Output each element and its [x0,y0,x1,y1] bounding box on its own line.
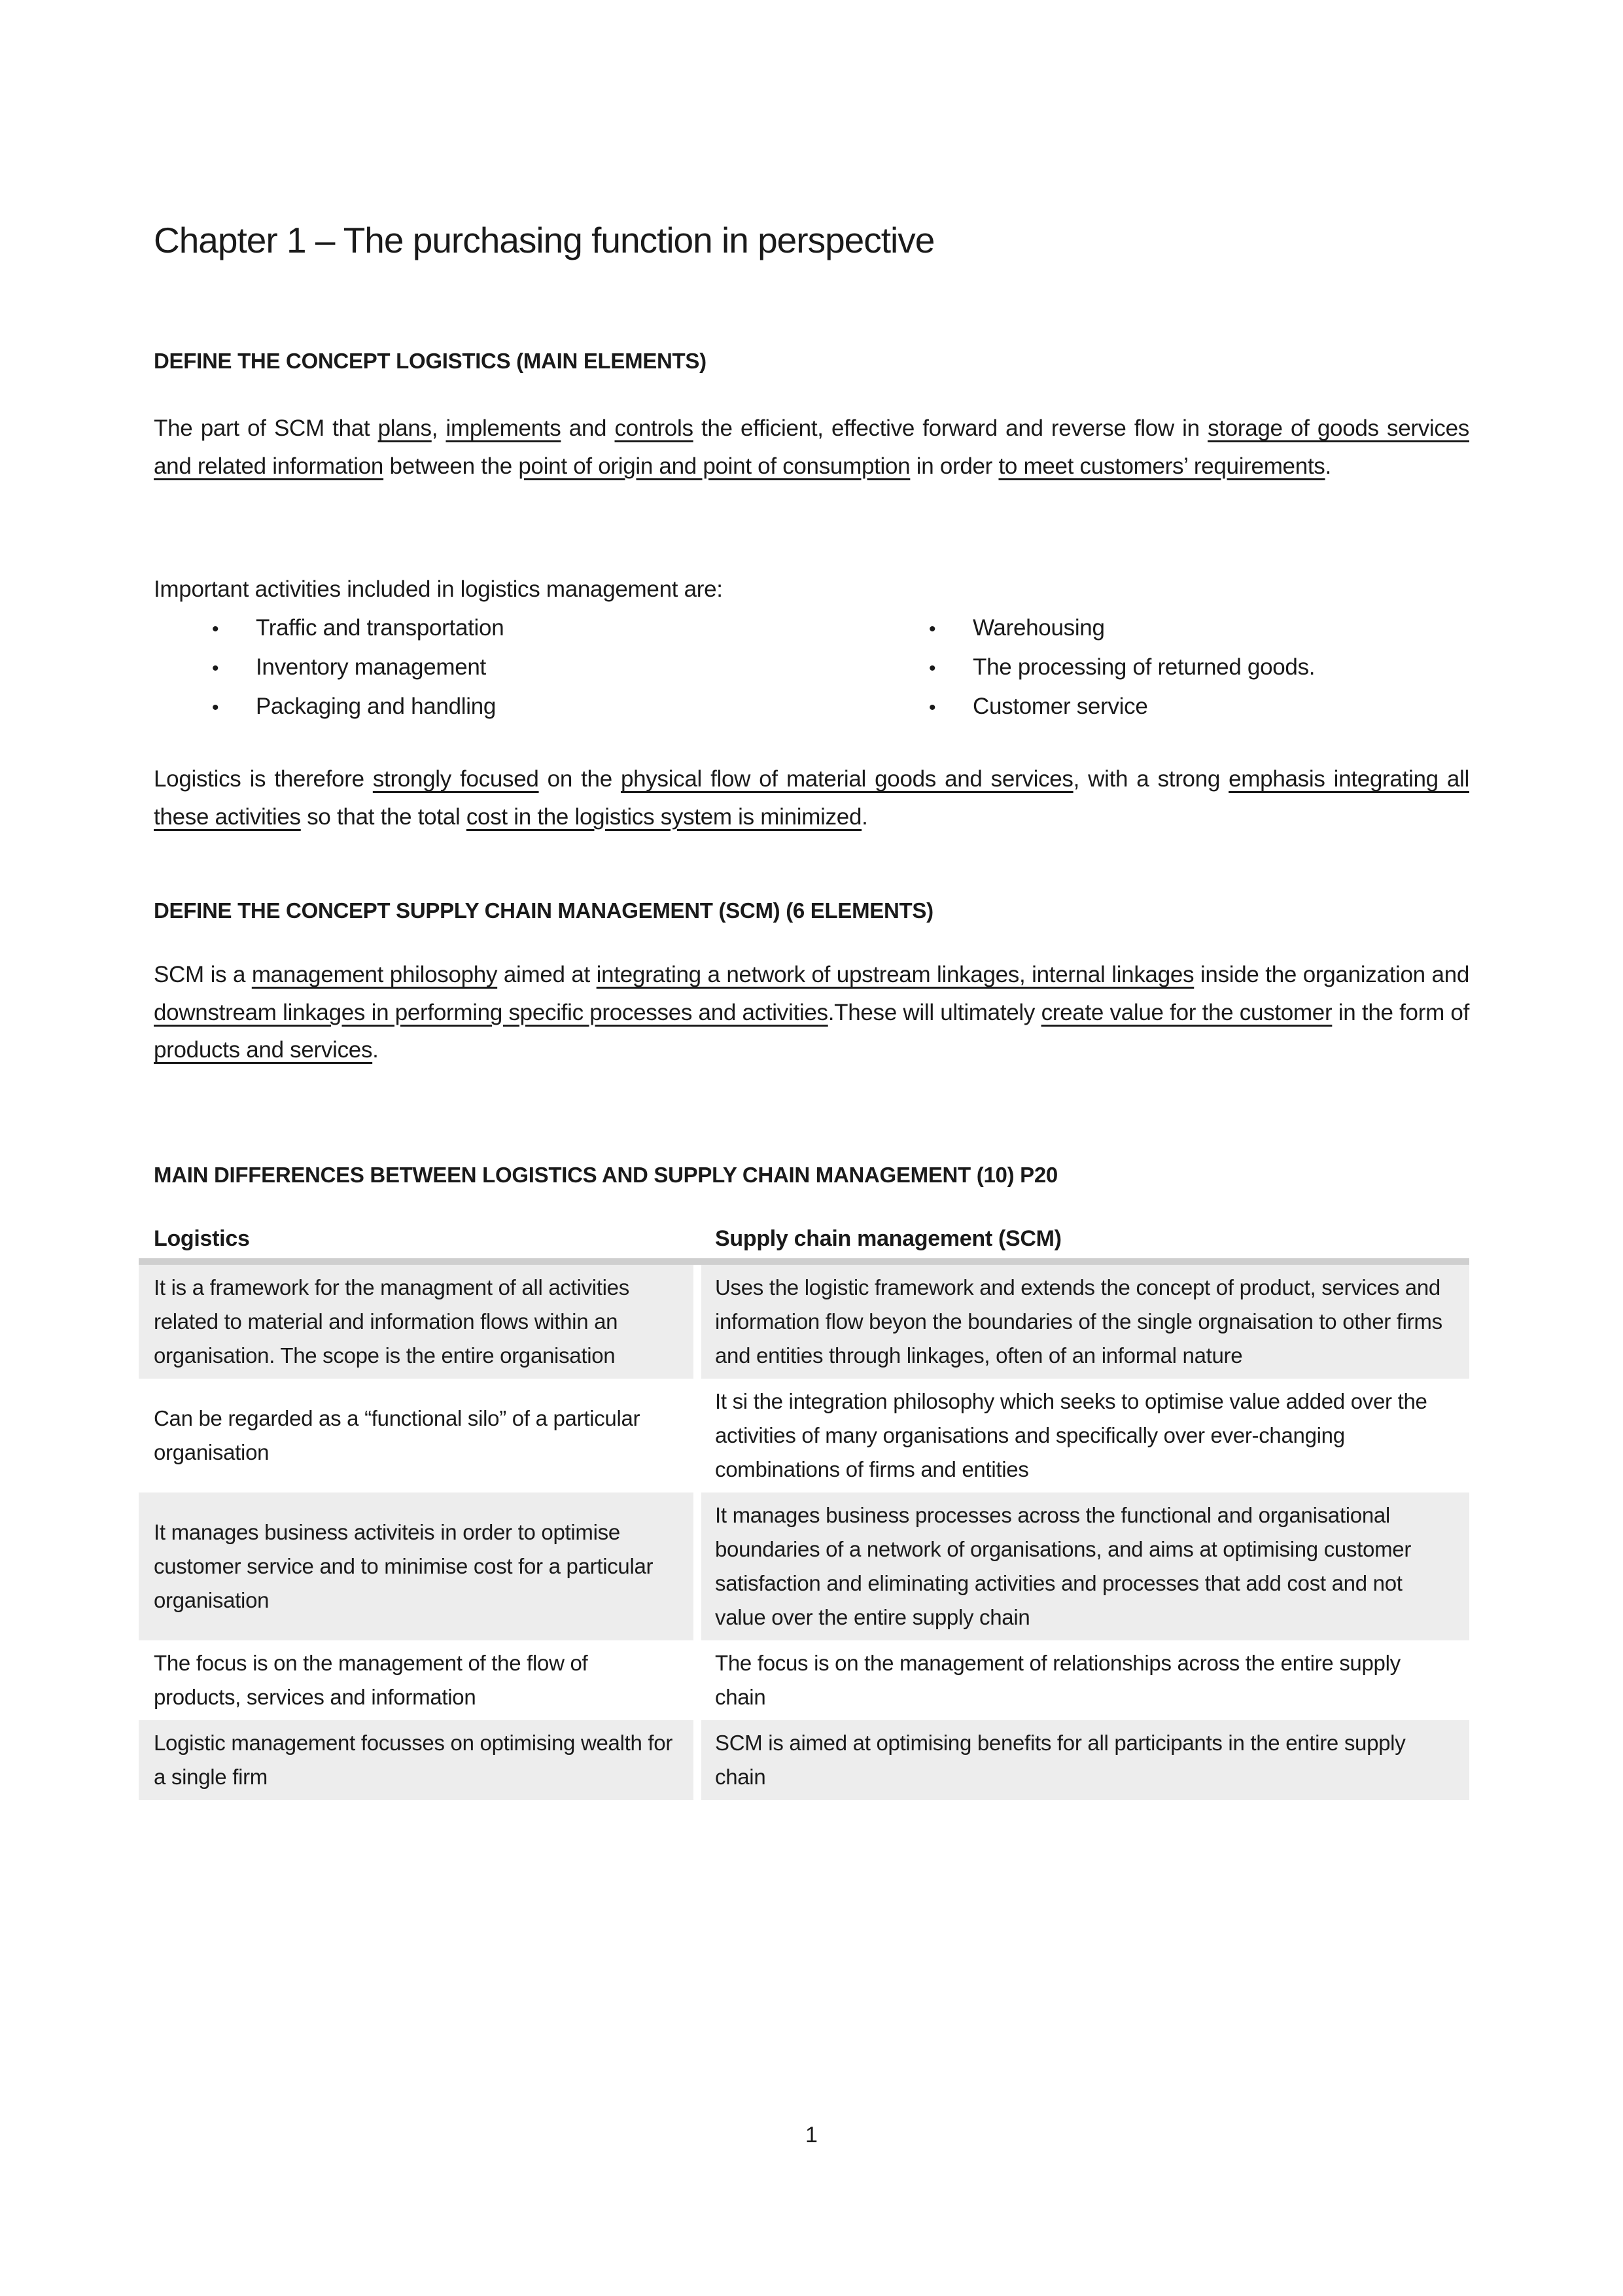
logistics-focus-paragraph: Logistics is therefore strongly focused on the physical flow of material goods and services, with a strong emphasis integrating all these activities so that the total cost in the logistics system is minimized. [154,766,1469,830]
bullet-icon: • [212,658,219,679]
bullet-icon: • [212,618,219,640]
cell-scm: The focus is on the management of relationships across the entire supply chain [701,1640,1469,1720]
bullet-icon: • [212,697,219,718]
table-header-row [139,1222,1469,1258]
list-item [929,654,1469,680]
list-item-label: Inventory management [256,654,486,680]
scm-definition-paragraph: SCM is a management philosophy aimed at integrating a network of upstream linkages, internal linkages inside the organization and downstream linkages in performing specific processes and activities.These will ultimately create value for the customer in the form of products and services. [154,962,1470,1063]
table-row [139,1379,1469,1492]
list-row [154,648,1469,687]
heading-main-differences: MAIN DIFFERENCES BETWEEN LOGISTICS AND SUPPLY CHAIN MANAGEMENT (10) P20 [154,1163,1058,1187]
list-item-label: Packaging and handling [256,694,497,719]
logistics-definition-paragraph: The part of SCM that plans, implements and controls the efficient, effective forward and reverse flow in storage of goods services and related information between the point of origin and point of consumption in order to meet customers’ requirements. [154,415,1469,479]
list-item [929,615,1469,641]
cell-scm: SCM is aimed at optimising benefits for all participants in the entire supply chain [701,1720,1469,1800]
list-item [154,694,929,720]
activities-lists [154,609,1469,726]
differences-table [139,1222,1469,1800]
activities-intro: Important activities included in logistics management are: [154,576,723,602]
list-item [154,654,929,680]
list-row [154,609,1469,648]
cell-scm: It si the integration philosophy which seeks to optimise value added over the activities of many organisations and specifically over ever-changing combinations of firms and entities [701,1379,1469,1492]
list-item-label: Traffic and transportation [256,615,504,641]
heading-define-logistics: DEFINE THE CONCEPT LOGISTICS (MAIN ELEMENTS) [154,349,707,373]
list-item [929,694,1469,720]
cell-scm: It manages business processes across the functional and organisational boundaries of a network of organisations, and aims at optimising customer satisfaction and eliminating activities and processes that add cost and not value over the entire supply chain [701,1492,1469,1640]
table-row [139,1265,1469,1379]
cell-logistics: Can be regarded as a “functional silo” of a particular organisation [139,1379,701,1492]
list-item-label: Warehousing [973,615,1105,641]
page-title: Chapter 1 – The purchasing function in perspective [154,220,935,260]
cell-logistics: It is a framework for the managment of all activities related to material and information flows within an organisation. The scope is the entire organisation [139,1265,701,1379]
list-item [154,615,929,641]
column-header-logistics: Logistics [154,1226,250,1251]
bullet-icon: • [929,697,936,718]
cell-scm: Uses the logistic framework and extends the concept of product, services and information flow beyon the boundaries of the single orgnaisation to other firms and entities through linkages, often of an informal nature [701,1265,1469,1379]
column-header-scm: Supply chain management (SCM) [715,1226,1062,1251]
list-item-label: The processing of returned goods. [973,654,1316,680]
table-row [139,1640,1469,1720]
cell-logistics: It manages business activiteis in order to optimise customer service and to minimise cost for a particular organisation [139,1492,701,1640]
cell-logistics: The focus is on the management of the flow of products, services and information [139,1640,701,1720]
table-row [139,1492,1469,1640]
table-row [139,1720,1469,1800]
list-row [154,687,1469,726]
list-item-label: Customer service [973,694,1148,719]
page-number: 1 [805,2123,818,2147]
bullet-icon: • [929,618,936,640]
cell-logistics: Logistic management focusses on optimising wealth for a single firm [139,1720,701,1800]
bullet-icon: • [929,658,936,679]
table-top-border [139,1258,1469,1265]
heading-define-scm: DEFINE THE CONCEPT SUPPLY CHAIN MANAGEMENT (SCM) (6 ELEMENTS) [154,898,934,923]
